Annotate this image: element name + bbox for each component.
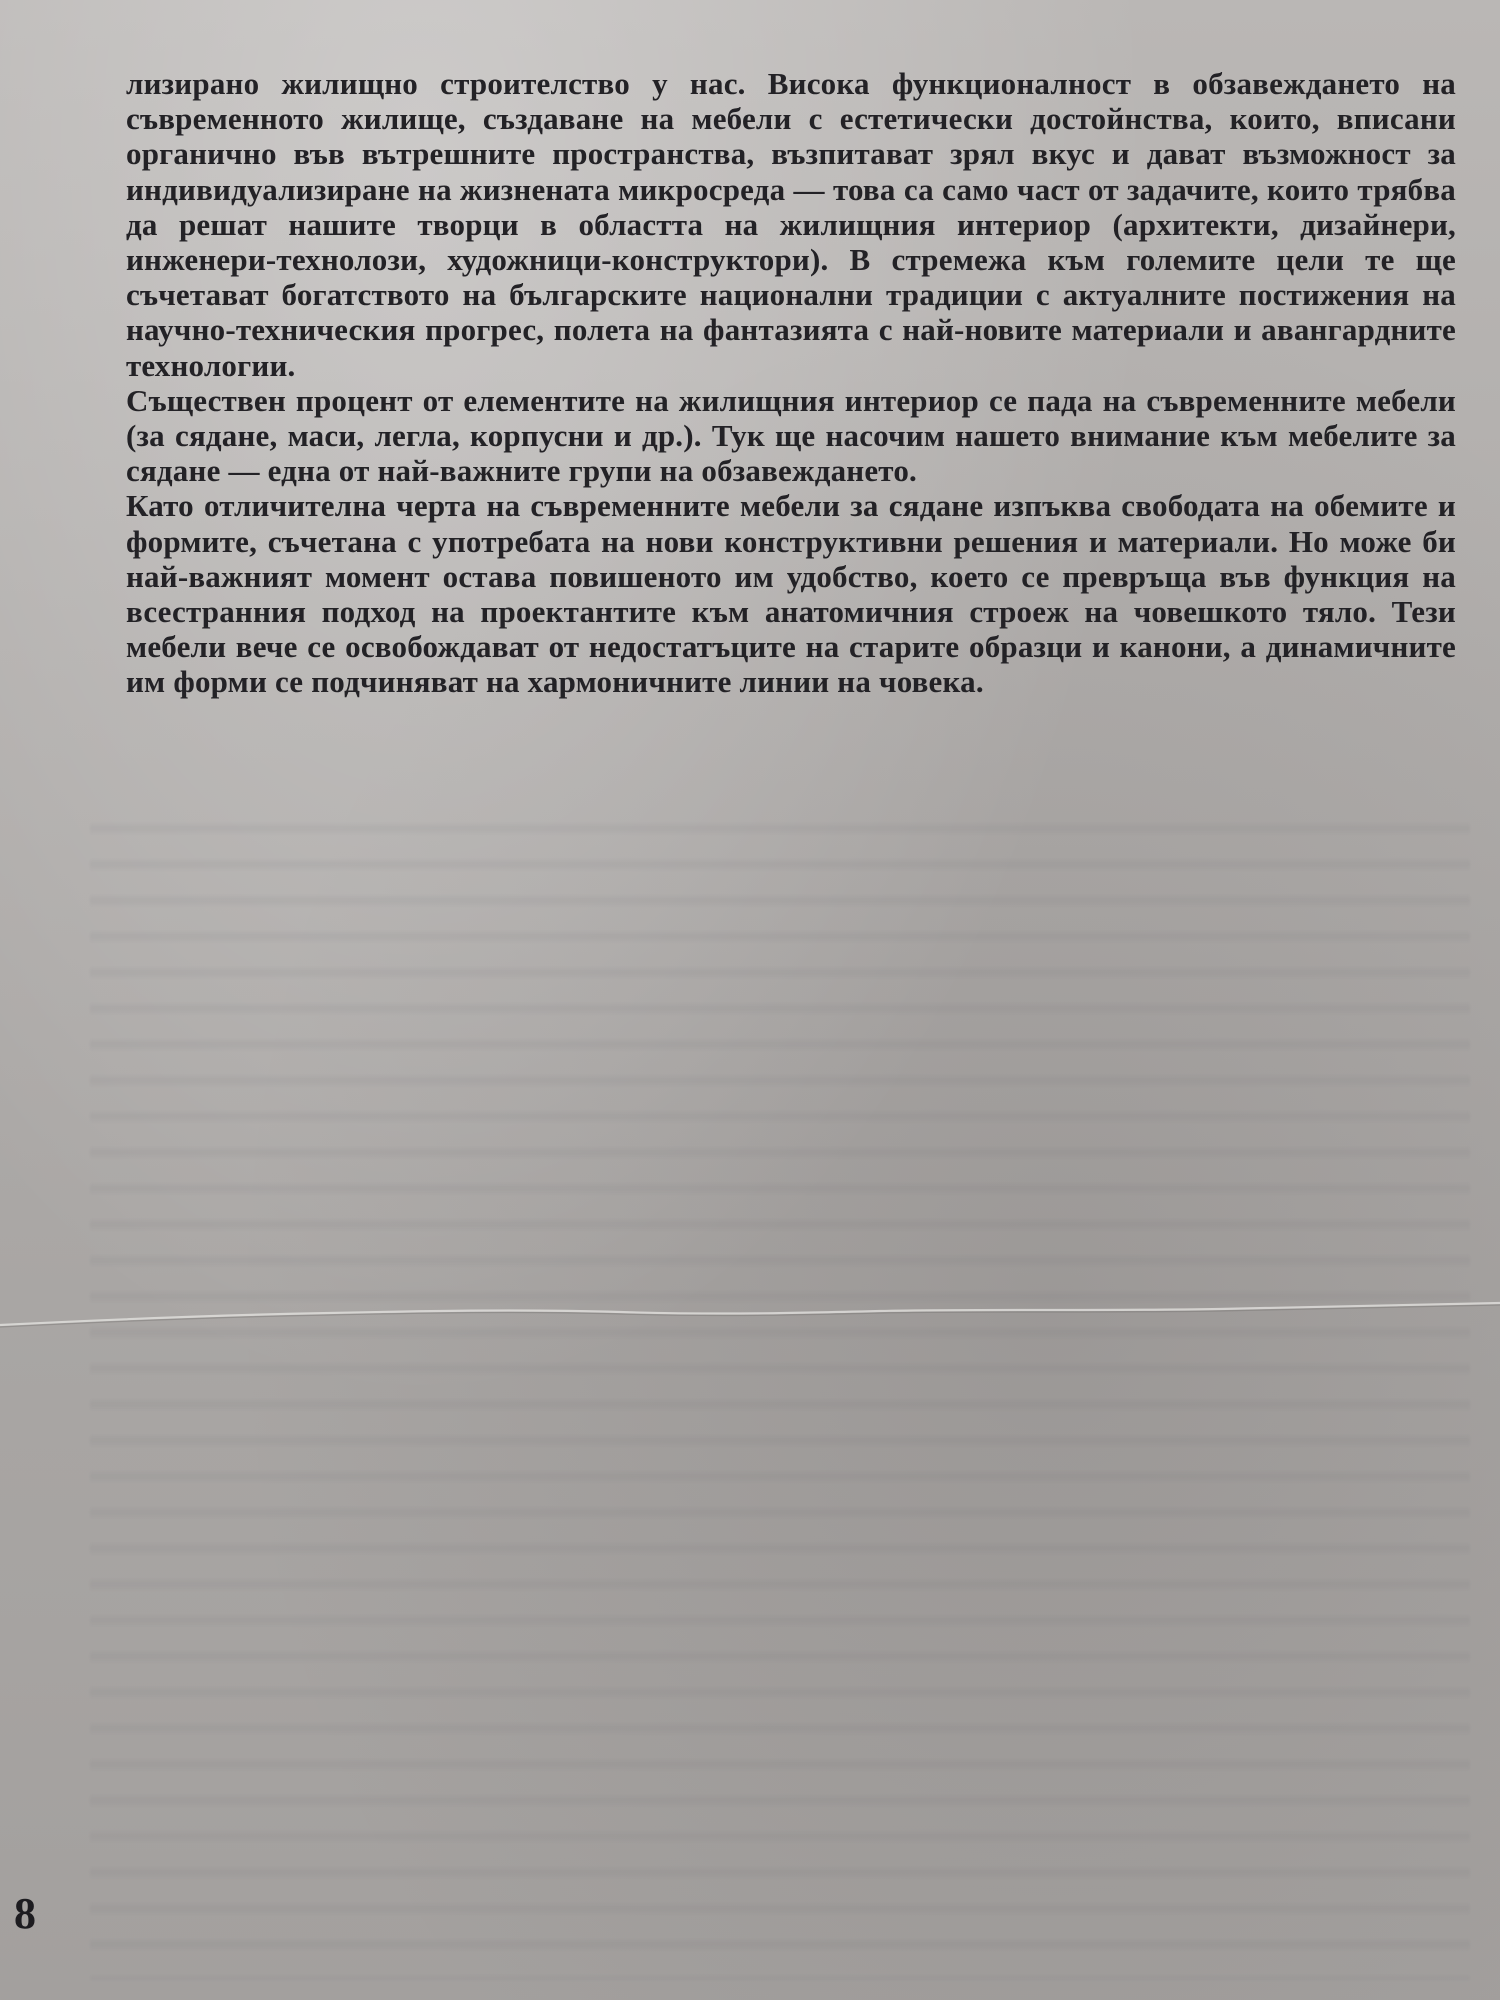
paragraph-2: Съществен процент от елементите на жилищния интериор се пада на съвременните мебели (за сядане, маси, легла, корпусни и др.). Тук ще насочим нашето внимание към мебелите за сядане — една от най-важните групи на обзавеждането. — [126, 382, 1456, 489]
show-through-shadow — [90, 800, 1470, 1980]
paragraph-1: лизирано жилищно строителство у нас. Висока функционалност в обзавеждането на съвременното жилище, създаване на мебели с естетически достойнства, които, вписани органично във вътрешните пространства, възпитават зрял вкус и дават възможност за индивидуализиране на жизнената микросреда — това са само част от задачите, които трябва да решат нашите творци в областта на жилищния интериор (архитекти, дизайнери, инженери-технолози, художници-конструктори). В стремежа към големите цели те ще съчетават богатството на българските национални традиции с актуалните постижения на научно-техническия прогрес, полета на фантазията с най-новите материали и авангардните технологии. — [126, 66, 1456, 383]
body-text — [126, 66, 1456, 700]
paragraph-3: Като отличителна черта на съвременните мебели за сядане изпъква свободата на обемите и формите, съчетана с употребата на нови конструктивни решения и материали. Но може би най-важният момент остава повишеното им удобство, което се превръща във функция на всестранния подход на проектантите към анатомичния строеж на човешкото тяло. Тези мебели вече се освобождават от недостатъците на старите образци и канони, а динамичните им форми се подчиняват на хармоничните линии на човека. — [126, 488, 1456, 700]
paper-crease — [0, 1285, 1500, 1335]
page-number: 8 — [14, 1889, 36, 1938]
